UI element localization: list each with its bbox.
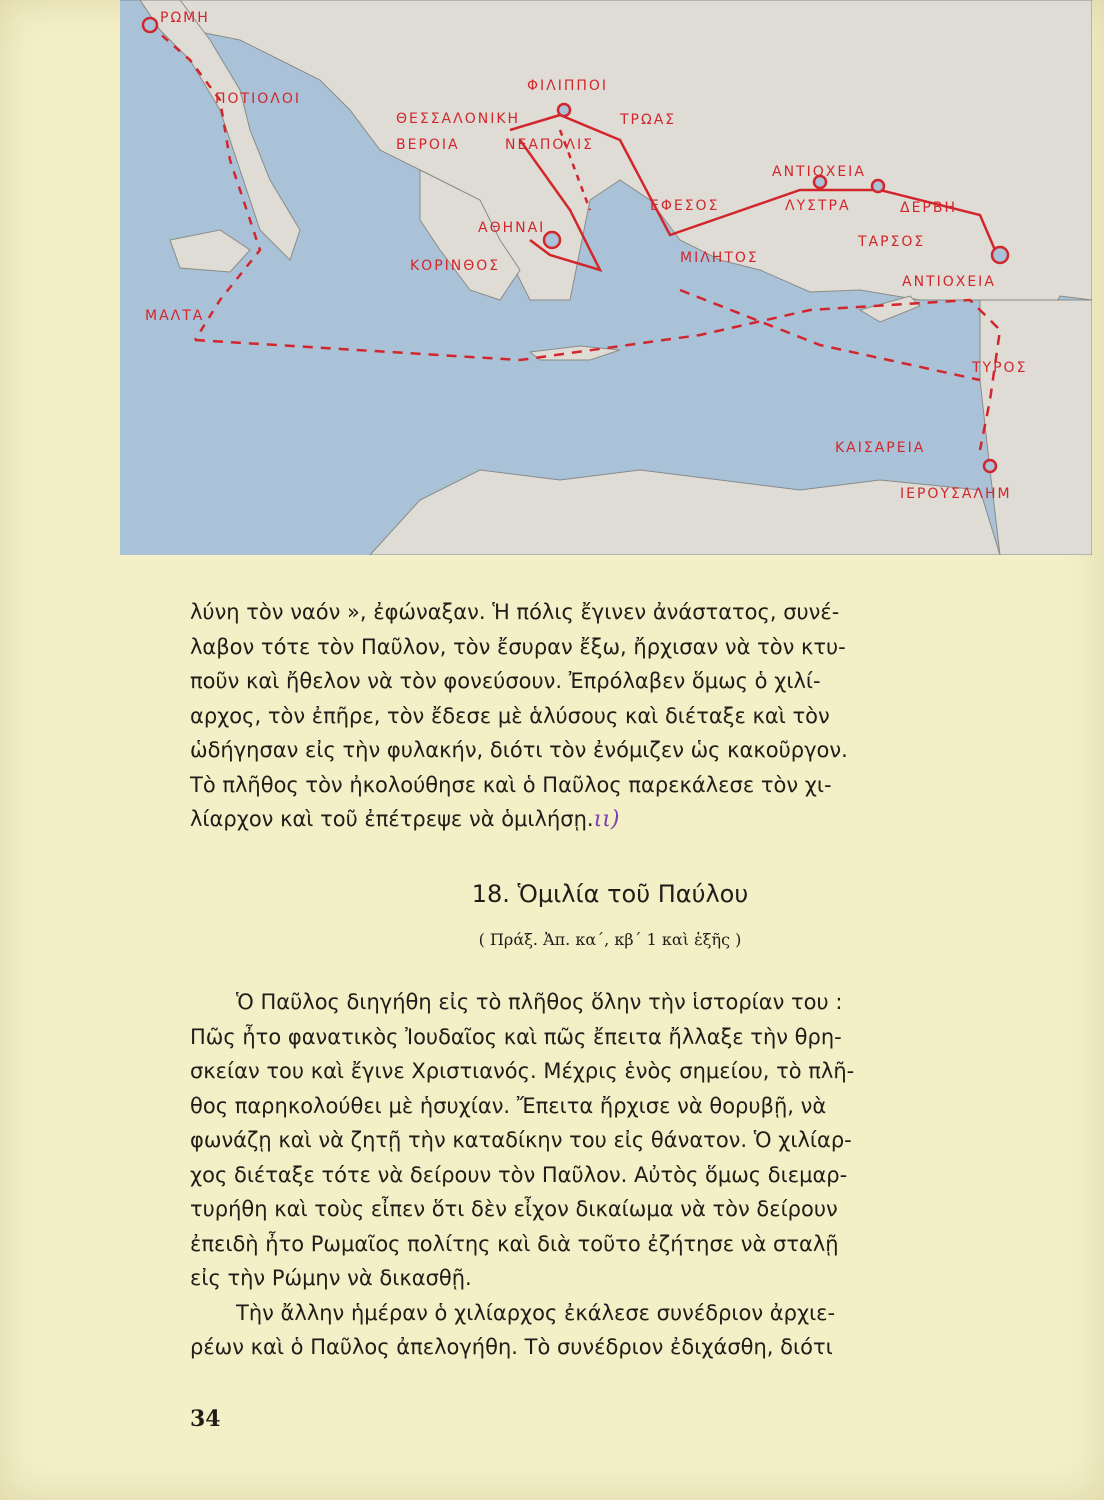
text-line: σκείαν του καὶ ἔγινε Χριστιανός. Μέχρις ἑνὸς σημείου, τὸ πλῆ-	[190, 1059, 855, 1083]
map-svg	[120, 0, 1092, 555]
text-line: Τὴν ἄλλην ἡμέραν ὁ χιλίαρχος ἐκάλεσε συνέδριον ἀρχιε-	[236, 1300, 836, 1325]
label-puteoli: ΠΟΤΙΟΛΟΙ	[215, 91, 301, 107]
label-athinai: ΑΘΗΝΑΙ	[478, 220, 546, 236]
text-line: Τὸ πλῆθος τὸν ἠκολούθησε καὶ ὁ Παῦλος παρεκάλεσε τὸν χι-	[190, 772, 832, 797]
label-ierousalim: ΙΕΡΟΥΣΑΛΗΜ	[900, 486, 1012, 502]
text-line: χος διέταξε τότε νὰ δείρουν τὸν Παῦλον. Αὐτὸς ὅμως διεμαρ-	[190, 1162, 848, 1187]
label-antiocheia-syria: ΑΝΤΙΟΧΕΙΑ	[902, 274, 996, 290]
text-line: ὡδήγησαν εἰς τὴν φυλακήν, διότι τὸν ἐνόμιζεν ὡς κακοῦργον.	[190, 738, 848, 762]
label-philippi: ΦΙΛΙΠΠΟΙ	[527, 78, 609, 94]
marker-lystra	[872, 180, 884, 192]
text-line: ρέων καὶ ὁ Παῦλος ἀπελογήθη. Τὸ συνέδριον ἐδιχάσθη, διότι	[190, 1335, 833, 1359]
marker-athens	[544, 232, 560, 248]
marker-rome	[143, 18, 157, 32]
text-line: Πῶς ἦτο φανατικὸς Ἰουδαῖος καὶ πῶς ἔπειτα ἤλλαξε τὴν θρη-	[190, 1024, 842, 1049]
label-miletos: ΜΙΛΗΤΟΣ	[680, 250, 759, 266]
label-korinthos: ΚΟΡΙΝΘΟΣ	[410, 258, 501, 274]
text-line: λύνη τὸν ναόν », ἐφώναξαν. Ἡ πόλις ἔγινεν ἀνάστατος, συνέ-	[190, 600, 840, 624]
marker-philippi	[558, 104, 570, 116]
page-number: 34	[190, 1406, 221, 1432]
text-line: λίαρχον καὶ τοῦ ἐπέτρεψε νὰ ὁμιλήσῃ.	[190, 807, 594, 831]
label-neapolis: ΝΕΑΠΟΛΙΣ	[505, 137, 594, 153]
section-reference: ( Πράξ. Ἀπ. κα΄, κβ΄ 1 καὶ ἑξῆς )	[478, 930, 742, 949]
label-tyros: ΤΥΡΟΣ	[972, 360, 1028, 376]
pencil-mark: ιι)	[593, 807, 620, 832]
label-kaisareia: ΚΑΙΣΑΡΕΙΑ	[835, 440, 926, 456]
route-map	[120, 0, 1092, 555]
paragraph-bottom	[190, 985, 1030, 1365]
label-antiocheia-pisidia: ΑΝΤΙΟΧΕΙΑ	[772, 164, 866, 180]
label-tarsos: ΤΑΡΣΟΣ	[858, 234, 926, 250]
marker-jerusalem	[984, 460, 996, 472]
text-line: Ὁ Παῦλος διηγήθη εἰς τὸ πλῆθος ὅλην τὴν ἱστορίαν του :	[236, 990, 843, 1014]
label-malta: ΜΑΛΤΑ	[145, 308, 205, 324]
text-line: τυρήθη καὶ τοὺς εἶπεν ὅτι δὲν εἶχον δικαίωμα νὰ τὸν δείρουν	[190, 1197, 838, 1221]
land-africa	[370, 470, 1000, 555]
text-line: αρχος, τὸν ἐπῆρε, τὸν ἔδεσε μὲ ἁλύσους καὶ διέταξε καὶ τὸν	[190, 703, 830, 728]
label-thessaloniki: ΘΕΣΣΑΛΟΝΙΚΗ	[396, 111, 521, 127]
land-levant	[980, 300, 1092, 555]
text-line: εἰς τὴν Ρώμην νὰ δικασθῇ.	[190, 1266, 472, 1290]
section-title: 18. Ὁμιλία τοῦ Παύλου	[471, 880, 749, 908]
label-rome: ΡΩΜΗ	[160, 10, 210, 26]
label-troas: ΤΡΩΑΣ	[620, 112, 677, 128]
text-line: θος παρηκολούθει μὲ ἡσυχίαν. Ἔπειτα ἤρχισε νὰ θορυβῇ, νὰ	[190, 1093, 827, 1118]
text-line: λαβον τότε τὸν Παῦλον, τὸν ἔσυραν ἔξω, ἤρχισαν νὰ τὸν κτυ-	[190, 634, 846, 659]
label-veroia: ΒΕΡΟΙΑ	[396, 137, 460, 153]
paragraph-top	[190, 595, 1030, 838]
text-line: φωνάζῃ καὶ νὰ ζητῇ τὴν καταδίκην του εἰς θάνατον. Ὁ χιλίαρ-	[190, 1128, 852, 1152]
text-line-last	[190, 802, 1030, 838]
marker-antioch-syria	[992, 247, 1008, 263]
text-line: ποῦν καὶ ἤθελον νὰ τὸν φονεύσουν. Ἐπρόλαβεν ὅμως ὁ χιλί-	[190, 669, 821, 693]
label-ephesos: ΕΦΕΣΟΣ	[650, 198, 720, 214]
text-line: ἐπειδὴ ἦτο Ρωμαῖος πολίτης καὶ διὰ τοῦτο ἐζήτησε νὰ σταλῇ	[190, 1231, 839, 1256]
label-derbe: ΔΕΡΒΗ	[900, 200, 957, 216]
label-lystra: ΛΥΣΤΡΑ	[785, 198, 851, 214]
